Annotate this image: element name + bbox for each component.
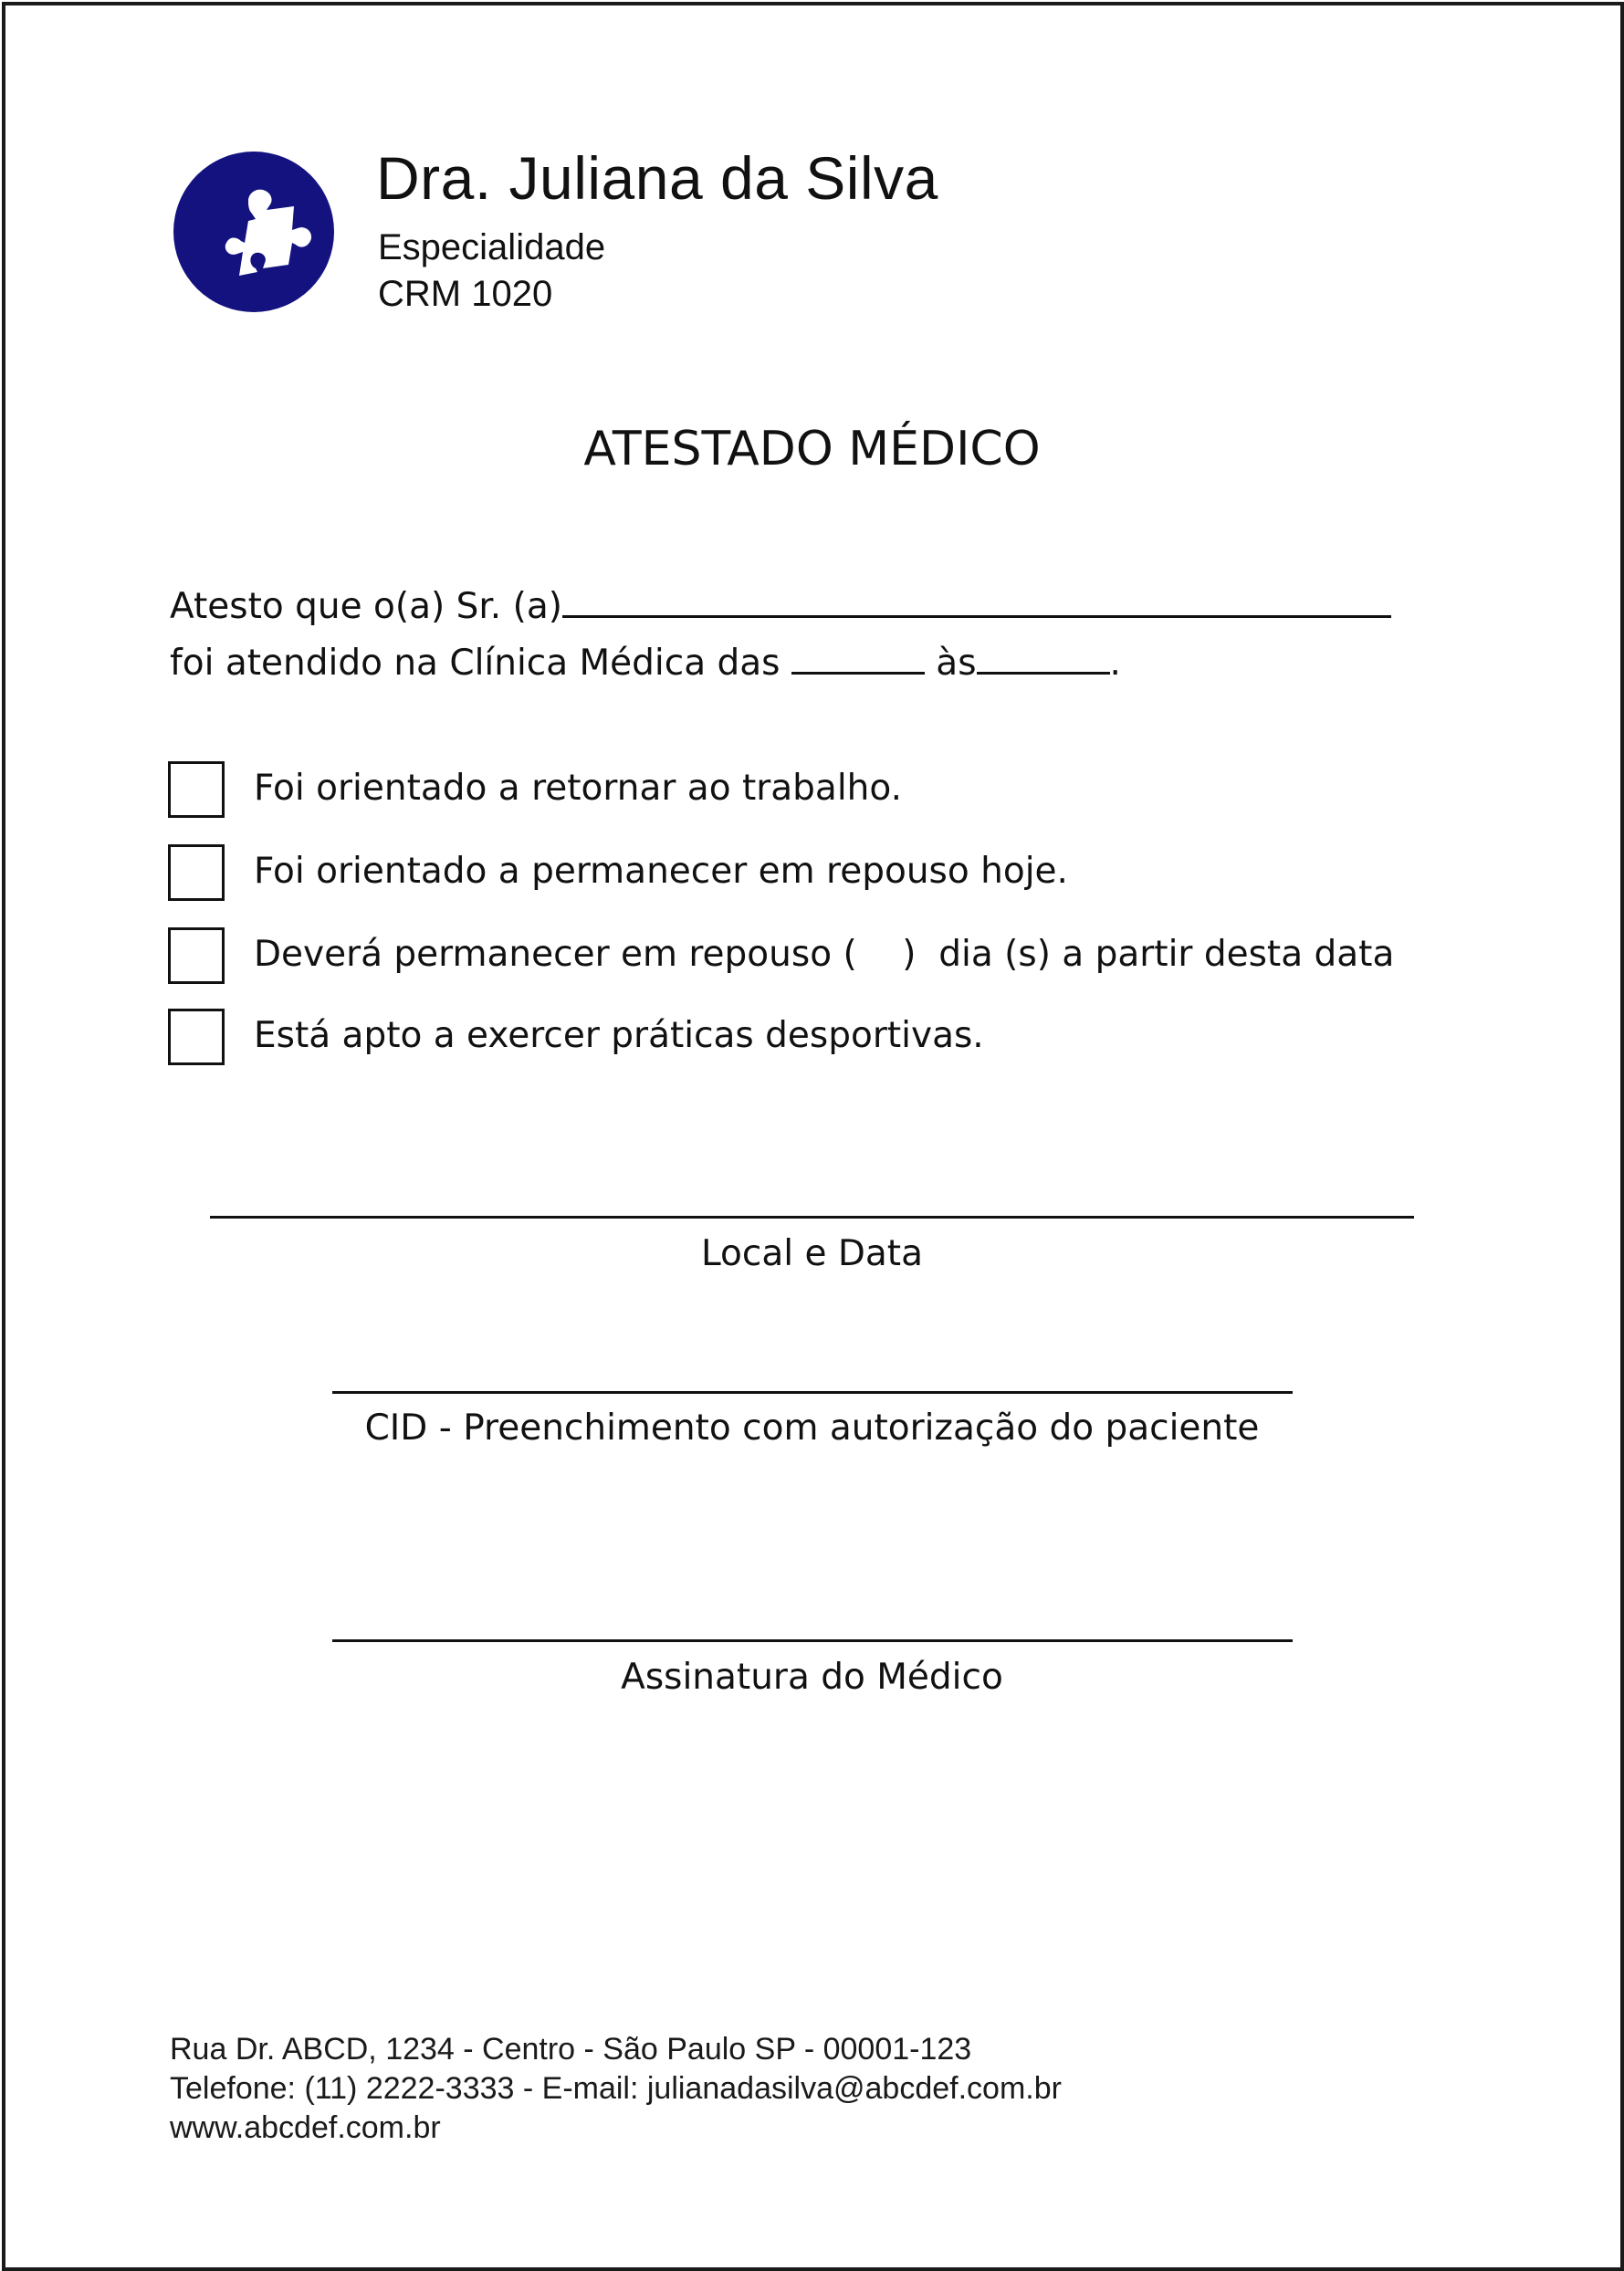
document-title: ATESTADO MÉDICO (583, 422, 1041, 476)
cid-label: CID - Preenchimento com autorização do paciente (364, 1408, 1260, 1449)
option-label: Está apto a exercer práticas desportivas. (254, 1015, 984, 1056)
time-from-blank[interactable] (791, 639, 925, 675)
option-checkbox[interactable] (168, 1009, 225, 1065)
statement-line-2-text: foi atendido na Clínica Médica das (170, 643, 781, 684)
place-date-line[interactable] (210, 1216, 1414, 1219)
doctor-name: Dra. Juliana da Silva (376, 144, 938, 212)
option-checkbox[interactable] (168, 927, 225, 984)
footer-contact: Telefone: (11) 2222-3333 - E-mail: julianadasilva@abcdef.com.br (170, 2071, 1062, 2106)
option-label: Foi orientado a retornar ao trabalho. (254, 768, 902, 809)
cid-line[interactable] (332, 1391, 1293, 1394)
footer-address: Rua Dr. ABCD, 1234 - Centro - São Paulo SP - 00001-123 (170, 2032, 972, 2067)
statement-line-2-end: . (1109, 643, 1121, 684)
doctor-specialty: Especialidade (378, 227, 606, 267)
option-checkbox[interactable] (168, 761, 225, 818)
place-date-label: Local e Data (701, 1233, 923, 1274)
patient-name-blank[interactable] (562, 582, 1391, 618)
doctor-crm: CRM 1020 (378, 274, 553, 314)
statement-line-1 (170, 582, 1391, 627)
option-label: Foi orientado a permanecer em repouso hoje. (254, 851, 1068, 892)
statement-line-1-text: Atesto que o(a) Sr. (a) (170, 586, 562, 627)
statement-line-2 (170, 639, 1121, 684)
page-border (2, 2, 1624, 2271)
doctor-signature-label: Assinatura do Médico (621, 1657, 1003, 1698)
footer-website: www.abcdef.com.br (170, 2110, 441, 2145)
statement-line-2-connector: às (936, 643, 977, 684)
option-label: Deverá permanecer em repouso ( ) dia (s) a partir desta data (254, 934, 1395, 975)
puzzle-piece-icon (172, 150, 336, 314)
time-to-blank[interactable] (977, 639, 1110, 675)
option-checkbox[interactable] (168, 844, 225, 901)
doctor-signature-line[interactable] (332, 1639, 1293, 1642)
